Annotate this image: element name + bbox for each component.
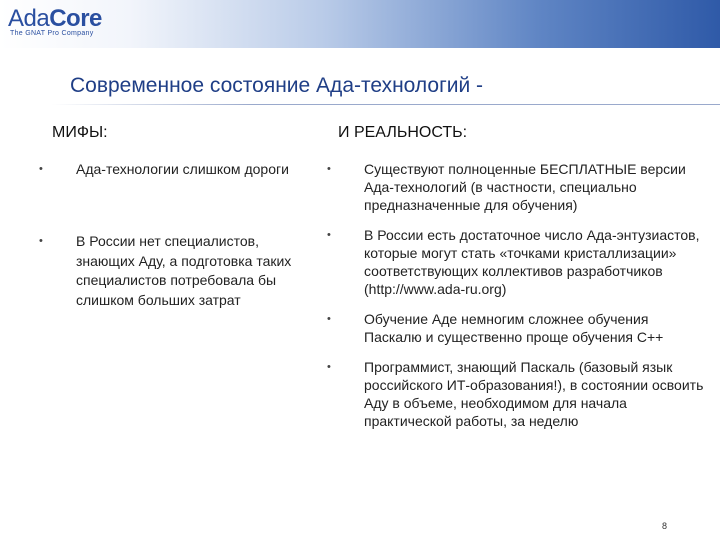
- bullet-icon: •: [327, 313, 331, 325]
- bullet-icon: •: [327, 163, 331, 175]
- myths-list: [39, 160, 296, 310]
- page-number: 8: [662, 521, 668, 531]
- reality-item-3: [327, 310, 706, 346]
- myths-heading-text: МИФЫ: [52, 124, 104, 141]
- myths-heading: [52, 124, 108, 142]
- bullet-icon: •: [39, 235, 43, 247]
- reality-item-2-text: В России есть достаточное число Ада-энтузиастов, которые могут стать «точками кристаллизации» соответствующих коллективов разработчиков (http://www.ada-ru.org): [364, 227, 700, 297]
- reality-heading-text: И РЕАЛЬНОСТЬ: [338, 124, 463, 141]
- reality-item-3-text: Обучение Аде немногим сложнее обучения Паскалю и существенно проще обучения С++: [364, 311, 664, 345]
- logo-wordmark: [8, 6, 102, 32]
- logo-word-core: Core: [49, 5, 102, 32]
- bullet-icon: •: [327, 229, 331, 241]
- reality-heading-colon: :: [462, 124, 468, 141]
- bullet-icon: •: [39, 163, 43, 175]
- reality-list: [327, 160, 706, 430]
- reality-item-4-text: Программист, знающий Паскаль (базовый язык российского ИТ-образования!), в состоянии освоить Аду в объеме, необходимом для начала практической работы, за неделю: [364, 359, 704, 429]
- reality-item-1-text: Существуют полноценные БЕСПЛАТНЫЕ версии Ада-технологий (в частности, специально предназначенные для обучения): [364, 161, 686, 213]
- logo-word-ada: Ada: [8, 5, 50, 32]
- bullet-icon: •: [327, 361, 331, 373]
- myth-item-2: [39, 232, 296, 310]
- reality-heading: [338, 124, 467, 142]
- slide-title: Современное состояние Ада-технологий -: [70, 74, 484, 97]
- header-bar: [0, 0, 720, 48]
- adacore-logo: [8, 6, 102, 37]
- reality-item-1: [327, 160, 706, 214]
- title-divider: [52, 104, 720, 105]
- myth-item-1: [39, 160, 296, 178]
- myth-item-1-text: Ада-технологии слишком дороги: [76, 161, 289, 177]
- myths-heading-colon: :: [103, 124, 108, 141]
- myth-item-2-text: В России нет специалистов, знающих Аду, а подготовка таких специалистов потребовала бы слишком больших затрат: [76, 233, 292, 308]
- logo-tagline: The GNAT Pro Company: [10, 30, 94, 37]
- reality-item-4: [327, 358, 706, 430]
- reality-item-2: [327, 226, 706, 298]
